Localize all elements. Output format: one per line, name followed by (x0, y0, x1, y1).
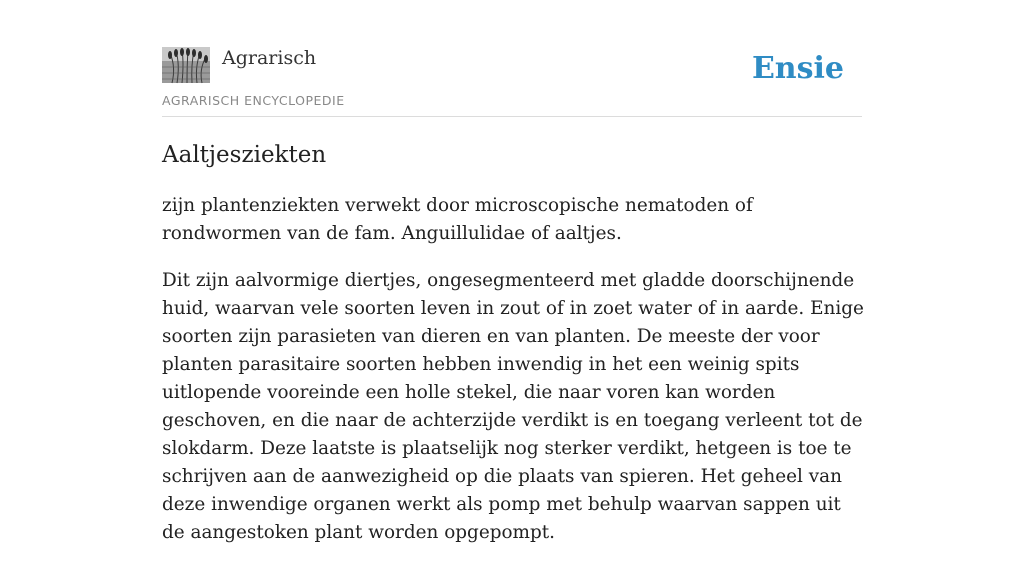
source-subtitle[interactable]: AGRARISCH ENCYCLOPEDIE (162, 93, 345, 108)
article-paragraph-2: Dit zijn aalvormige diertjes, ongesegmenteerd met gladde doorschijnende huid, waarvan vele soorten leven in zout of in zoet water of in aarde. Enige soorten zijn parasieten van dieren en van planten. De meeste der voor planten parasitaire soorten hebben inwendig in het een weinig spits uitlopende vooreinde een holle stekel, die naar voren kan worden geschoven, en die naar de achterzijde verdikt is en toegang verleent tot de slokdarm. Deze laatste is plaatselijk nog sterker verdikt, hetgeen is toe te schrijven aan de aanwezigheid op die plaats van spieren. Het geheel van deze inwendige organen werkt als pomp met behulp waarvan sappen uit de aangestoken plant worden opgepompt. (162, 270, 864, 543)
article-body (162, 192, 867, 566)
page-title: Aaltjesziekten (162, 142, 327, 168)
wheat-engraving-icon[interactable] (162, 47, 210, 83)
page-header (162, 0, 862, 117)
content-container (162, 0, 864, 543)
source-name[interactable]: Agrarisch (222, 47, 317, 69)
brand-logo-link[interactable]: Ensie (751, 51, 844, 86)
article-paragraph-1: zijn plantenziekten verwekt door microscopische nematoden of rondwormen van de fam. Anguillulidae of aaltjes. (162, 195, 753, 244)
